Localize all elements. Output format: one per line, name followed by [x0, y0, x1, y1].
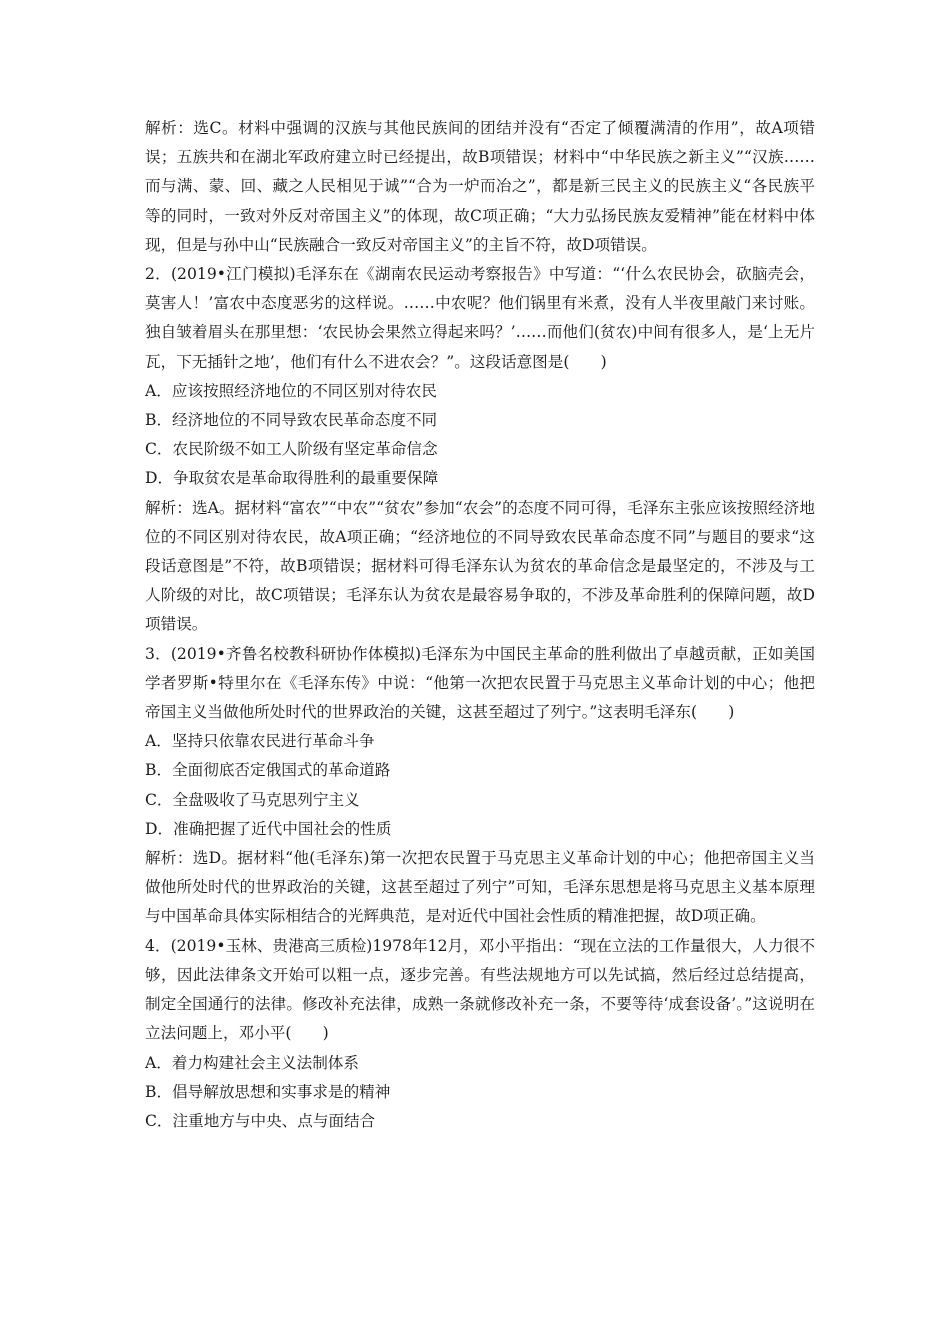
question-4-option-a: A．着力构建社会主义法制体系: [145, 1053, 359, 1072]
question-4: 4．(2019•玉林、贵港高三质检)1978年12月，邓小平指出：“现在立法的工作量很大，人力很不够，因此法律条文开始可以粗一点，逐步完善。有些法规地方可以先试搞，然后经过总结提高，制定全国通行的法律。修改补充法律，成熟一条就修改补充一条，不要等待‘成套设备’。”这说明在立法问题上，邓小平( ): [145, 936, 815, 1043]
question-4-option-b: B．倡导解放思想和实事求是的精神: [145, 1082, 391, 1101]
question-3-option-d: D．准确把握了近代中国社会的性质: [145, 819, 392, 838]
analysis-paragraph: 解析：选C。材料中强调的汉族与其他民族间的团结并没有“否定了倾覆满清的作用”，故A项错误；五族共和在湖北军政府建立时已经提出，故B项错误；材料中“中华民族之新主义”“汉族……而与满、蒙、回、藏之人民相见于诚”“合为一炉而冶之”，都是新三民主义的民族主义“各民族平等的同时，一致对外反对帝国主义”的体现，故C项正确；“大力弘扬民族友爱精神”能在材料中体现，但是与孙中山“民族融合一致反对帝国主义”的主旨不符，故D项错误。: [145, 119, 815, 254]
question-2-analysis: 解析：选A。据材料“富农”“中农”“贫农”参加“农会”的态度不同可得，毛泽东主张应该按照经济地位的不同区别对待农民，故A项正确；“经济地位的不同导致农民革命态度不同”与题目的要求“这段话意图是”不符，故B项错误；据材料可得毛泽东认为贫农的革命信念是最坚定的，不涉及与工人阶级的对比，故C项错误；毛泽东认为贫农是最容易争取的，不涉及革命胜利的保障问题，故D项错误。: [145, 498, 815, 634]
question-3: 3．(2019•齐鲁名校教科研协作体模拟)毛泽东为中国民主革命的胜利做出了卓越贡献，正如美国学者罗斯•特里尔在《毛泽东传》中说：“他第一次把农民置于马克思主义革命计划的中心；他把帝国主义当做他所处时代的世界政治的关键，这甚至超过了列宁。”这表明毛泽东( ): [145, 644, 815, 722]
question-2-option-b: B．经济地位的不同导致农民革命态度不同: [145, 411, 438, 430]
question-3-option-a: A．坚持只依靠农民进行革命斗争: [145, 732, 375, 751]
question-3-option-c: C．全盘吸收了马克思列宁主义: [145, 790, 360, 809]
question-2-option-a: A．应该按照经济地位的不同区别对待农民: [145, 381, 437, 400]
question-4-option-c: C．注重地方与中央、点与面结合: [145, 1111, 376, 1130]
question-3-analysis: 解析：选D。据材料“他(毛泽东)第一次把农民置于马克思主义革命计划的中心；他把帝国主义当做他所处时代的世界政治的关键，这甚至超过了列宁”可知，毛泽东思想是将马克思主义基本原理与中国革命具体实际相结合的光辉典范，是对近代中国社会性质的精准把握，故D项正确。: [145, 849, 815, 926]
question-2-option-c: C．农民阶级不如工人阶级有坚定革命信念: [145, 440, 438, 459]
question-2: 2．(2019•江门模拟)毛泽东在《湖南农民运动考察报告》中写道：“‘什么农民协会，砍脑壳会，莫害人！’富农中态度恶劣的这样说。……中农呢？他们锅里有米煮，没有人半夜里敲门来讨账。独自皱着眉头在那里想：‘农民协会果然立得起来吗？’……而他们(贫农)中间有很多人，是‘上无片瓦，下无插针之地’，他们有什么不进农会？”。这段话意图是( ): [145, 265, 815, 371]
question-3-option-b: B．全面彻底否定俄国式的革命道路: [145, 761, 391, 780]
question-2-option-d: D．争取贫农是革命取得胜利的最重要保障: [145, 469, 439, 488]
document-page: [145, 114, 815, 1136]
